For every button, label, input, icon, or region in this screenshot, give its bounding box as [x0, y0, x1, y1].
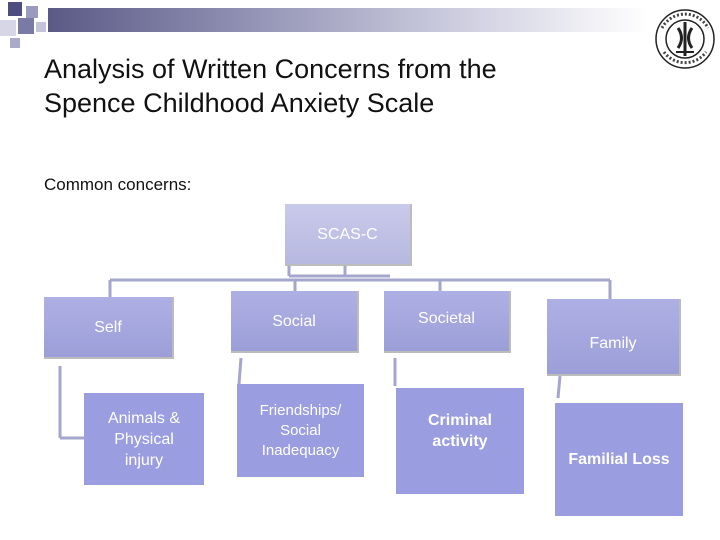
concern-line: injury	[124, 451, 164, 469]
concern-line: activity	[432, 433, 488, 450]
concern-line: Inadequacy	[261, 441, 340, 459]
category-label-family: Family	[589, 335, 637, 352]
category-label-self: Self	[94, 318, 122, 336]
category-node-societal	[384, 291, 511, 353]
concern-line: Criminal	[427, 412, 492, 429]
concern-line: Friendships/	[259, 401, 342, 419]
concern-line: Animals &	[107, 409, 181, 427]
root-node-label: SCAS-C	[317, 225, 378, 243]
category-label-social: Social	[272, 312, 316, 330]
title-line-1: Analysis of Written Concerns from the	[44, 54, 497, 84]
concern-node-familial-loss	[555, 403, 683, 516]
category-node-self	[44, 297, 174, 359]
category-node-family	[547, 299, 681, 376]
root-node-scas-c	[285, 204, 412, 266]
concern-node-criminal	[396, 388, 524, 494]
concern-line: Social	[280, 421, 321, 439]
concern-node-animals-injury	[84, 393, 204, 485]
concern-line: Familial Loss	[568, 451, 670, 468]
concern-node-friendships	[237, 384, 364, 477]
category-label-societal: Societal	[418, 309, 475, 327]
slide-subtitle: Common concerns:	[44, 175, 192, 194]
category-node-social	[231, 291, 359, 353]
title-line-2: Spence Childhood Anxiety Scale	[44, 88, 435, 118]
concern-line: Physical	[114, 430, 174, 448]
